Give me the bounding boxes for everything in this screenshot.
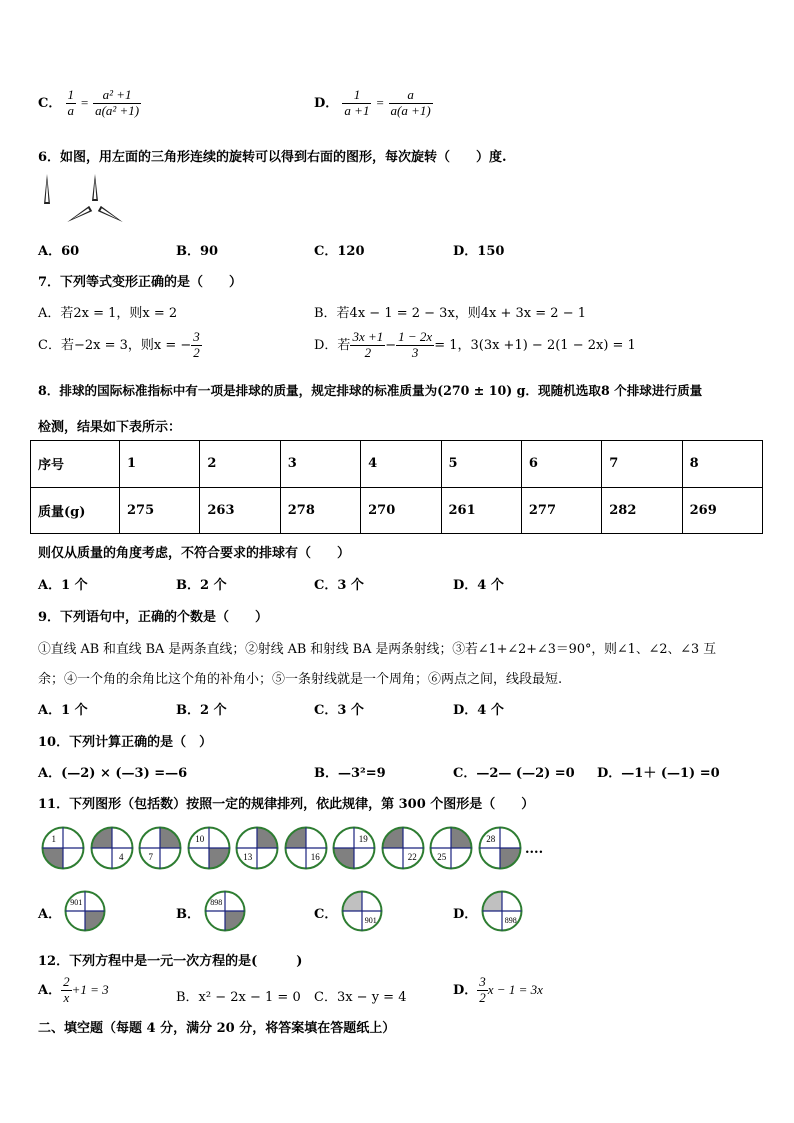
q10-option-b: B．—3²=9 xyxy=(314,766,386,781)
q8-option-c: C．3 个 xyxy=(314,578,364,593)
q11-option-b-letter: B． xyxy=(176,907,200,922)
q9-stem: 9．下列语句中，正确的个数是（ ） xyxy=(38,610,269,625)
q8-option-d: D．4 个 xyxy=(453,578,504,593)
q7-option-b: B．若4x − 1 = 2 − 3x，则4x + 3x = 2 − 1 xyxy=(314,306,586,321)
q5-option-d: D． $\frac{1}{a +1}$ = $\frac{a}{a(a +1)}$ xyxy=(314,87,431,118)
table-header-row: 序号 1 2 3 4 5 6 7 8 xyxy=(31,441,763,488)
q7-option-c: C．若−2x = 3，则x = − $\frac{3}{2}$ xyxy=(38,329,200,360)
circle-number: 16 xyxy=(310,852,320,863)
q8-stem-line1: 8．排球的国际标准指标中有一项是排球的质量，规定排球的标准质量为(270 ± 10) g．现随机选取8 个排球进行质量 xyxy=(38,383,703,398)
quartered-circle-icon xyxy=(429,826,473,870)
q12-option-b: B．x² − 2x − 1 = 0 xyxy=(176,990,301,1005)
quartered-circle-icon xyxy=(235,826,279,870)
fraction: $\frac{1}{a}$ xyxy=(67,87,74,118)
q11-ellipsis: .... xyxy=(525,842,544,857)
q10-option-d: D．—1＋ (—1) =0 xyxy=(597,766,720,781)
q5-option-c: C． $\frac{1}{a}$ = $\frac{\text{a² +1}}{\text{a(a² +1)}}$ xyxy=(38,87,140,118)
q6-option-c: C．120 xyxy=(314,244,365,259)
quartered-circle-icon xyxy=(332,826,376,870)
quartered-circle-icon xyxy=(381,826,425,870)
mass-table xyxy=(30,440,763,534)
q9-option-d: D．4 个 xyxy=(453,703,504,718)
q6-option-b: B．90 xyxy=(176,244,219,259)
quartered-circle-icon xyxy=(481,890,523,932)
q11-option-a-letter: A． xyxy=(38,907,62,922)
q10-option-a: A．(—2) × (—3) =—6 xyxy=(38,766,188,781)
q8-option-a: A．1 个 xyxy=(38,578,88,593)
quartered-circle-icon xyxy=(90,826,134,870)
q10-stem: 10．下列计算正确的是（ ） xyxy=(38,735,213,750)
q8-stem-line2: 检测，结果如下表所示： xyxy=(38,420,182,435)
quartered-circle-icon xyxy=(341,890,383,932)
quartered-circle-icon xyxy=(284,826,328,870)
q12-stem: 12．下列方程中是一元一次方程的是( ) xyxy=(38,954,303,969)
circle-number: 13 xyxy=(243,852,253,863)
q6-option-d: D．150 xyxy=(453,244,505,259)
circle-number: 10 xyxy=(194,833,204,844)
circle-number: 19 xyxy=(358,833,368,844)
circle-number: 901 xyxy=(364,915,377,925)
q7-option-d: D．若 $\frac{3x +1}{2}$ − $\frac{1 - 2x}{3}$ = 1，3(3x +1) − 2(1 − 2x) = 1 xyxy=(314,329,636,360)
q7-stem: 7．下列等式变形正确的是（ ） xyxy=(38,275,243,290)
rotation-figure xyxy=(40,172,130,228)
circle-number: 898 xyxy=(210,898,223,908)
fraction: $\frac{\text{a² +1}}{\text{a(a² +1)}}$ xyxy=(95,87,140,118)
circle-number: 22 xyxy=(407,852,417,863)
fraction: $\frac{a}{a(a +1)}$ xyxy=(390,87,431,118)
circle-number: 1 xyxy=(51,833,57,844)
q11-option-c-letter: C． xyxy=(314,907,338,922)
quartered-circle-icon xyxy=(138,826,182,870)
circle-number: 7 xyxy=(148,852,154,863)
q6-stem: 6．如图，用左面的三角形连续的旋转可以得到右面的图形，每次旋转（ ）度. xyxy=(38,150,507,165)
circle-number: 28 xyxy=(485,833,495,844)
table-row: 质量(g) 275 263 278 270 261 277 282 269 xyxy=(31,487,763,534)
q12-option-d: D． $\frac{3}{2}$ x − 1 = 3x xyxy=(453,974,543,1005)
quartered-circle-icon xyxy=(187,826,231,870)
q10-option-c: C．—2— (—2) =0 xyxy=(453,766,575,781)
q11-stem: 11．下列图形（包括数）按照一定的规律排列，依此规律，第 300 个图形是（ ） xyxy=(38,797,535,812)
q9-option-c: C．3 个 xyxy=(314,703,364,718)
quartered-circle-icon xyxy=(204,890,246,932)
three-triangle-figure-icon xyxy=(66,174,124,225)
q9-line1: ①直线 AB 和直线 BA 是两条直线；②射线 AB 和射线 BA 是两条射线；③若∠1+∠2+∠3＝90°，则∠1、∠2、∠3 互 xyxy=(38,642,717,657)
q9-line2: 余；④一个角的余角比这个角的补角小；⑤一条射线就是一个周角；⑥两点之间，线段最短. xyxy=(38,672,563,687)
quartered-circle-icon xyxy=(64,890,106,932)
circle-number: 4 xyxy=(118,852,123,863)
q8-option-b: B．2 个 xyxy=(176,578,227,593)
quartered-circle-icon xyxy=(478,826,522,870)
section-2-title: 二、填空题（每题 4 分，满分 20 分，将答案填在答题纸上） xyxy=(38,1021,396,1036)
q9-option-b: B．2 个 xyxy=(176,703,227,718)
q8-after: 则仅从质量的角度考虑，不符合要求的排球有（ ） xyxy=(38,546,351,561)
q12-option-c: C．3x − y = 4 xyxy=(314,990,407,1005)
q12-option-a: A． $\frac{2}{x}$ +1 = 3 xyxy=(38,974,109,1005)
q9-option-a: A．1 个 xyxy=(38,703,88,718)
fraction: $\frac{1}{a +1}$ xyxy=(344,87,370,118)
q7-option-a: A．若2x = 1，则x = 2 xyxy=(38,306,178,321)
quartered-circle-icon xyxy=(41,826,85,870)
q6-option-a: A．60 xyxy=(38,244,80,259)
circle-number: 898 xyxy=(504,915,517,925)
q11-option-d-letter: D． xyxy=(453,907,478,922)
circle-number: 25 xyxy=(437,852,447,863)
circle-number: 901 xyxy=(70,898,83,908)
